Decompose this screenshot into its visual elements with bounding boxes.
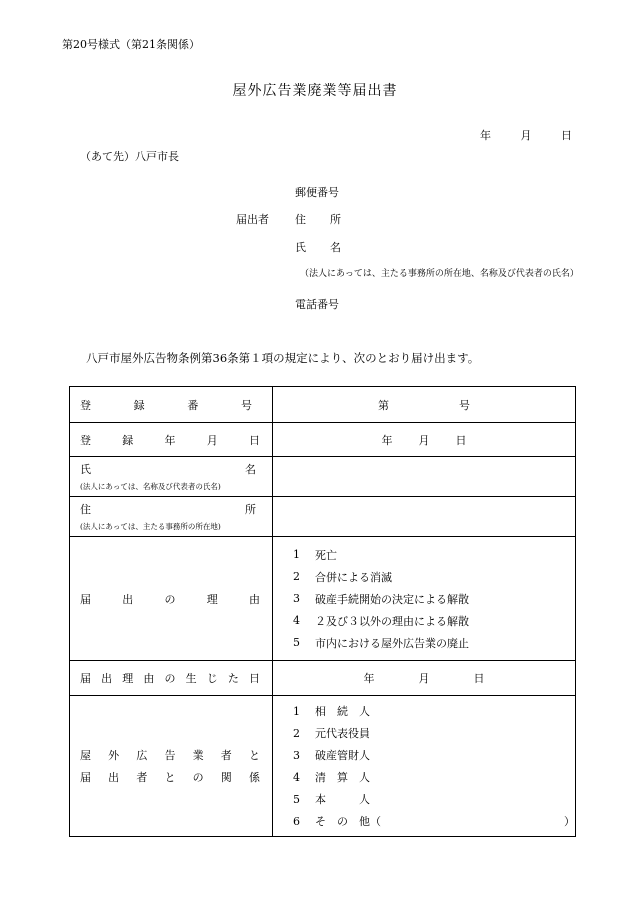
- option-number: 2: [293, 570, 300, 583]
- month-label: 月: [418, 433, 430, 447]
- char: 由: [143, 672, 155, 685]
- char: 登: [80, 433, 91, 447]
- corporate-note: （法人にあっては、主たる事務所の所在地、名称及び代表者の氏名）: [300, 269, 579, 279]
- char: 氏: [80, 463, 91, 476]
- char: 録: [122, 433, 134, 447]
- table-row: [70, 497, 576, 537]
- submission-date: [480, 127, 572, 143]
- address-note: (法人にあっては、主たる事務所の所在地): [80, 522, 221, 531]
- year-label: 年: [480, 129, 491, 142]
- char: 日: [249, 433, 260, 447]
- char: 外: [108, 749, 120, 762]
- relation-label: [70, 696, 273, 837]
- char: 番: [187, 398, 199, 412]
- option-number: 4: [293, 770, 300, 784]
- go-label: 号: [459, 398, 470, 412]
- relation-option-other[interactable]: [273, 810, 575, 832]
- reason-option[interactable]: [273, 632, 575, 654]
- address-label: [70, 497, 273, 537]
- reg-date-label: [70, 423, 273, 457]
- relation-option[interactable]: [273, 722, 575, 744]
- form-number: 第20号様式（第21条関係）: [62, 38, 200, 51]
- year-label: 年: [381, 433, 393, 447]
- notifier-label: 届出者: [236, 213, 269, 226]
- option-text: 合併による消滅: [315, 570, 392, 584]
- reason-date-label: [70, 661, 273, 696]
- table-row: [70, 696, 576, 837]
- reg-number-label: [70, 387, 273, 423]
- relation-option[interactable]: [273, 700, 575, 722]
- relation-option[interactable]: [273, 766, 575, 788]
- option-number: 5: [293, 636, 300, 649]
- table-row: [70, 387, 576, 423]
- char: 生: [185, 672, 197, 685]
- relation-option[interactable]: [273, 744, 575, 766]
- char: 出: [101, 672, 113, 685]
- year-label: 年: [363, 672, 375, 685]
- paren-close: ）: [564, 815, 575, 828]
- reason-option[interactable]: [273, 566, 575, 588]
- char: 出: [122, 592, 134, 606]
- char: 告: [164, 749, 176, 762]
- option-number: 4: [293, 614, 300, 627]
- char: 住: [80, 503, 91, 516]
- reason-label: [70, 537, 273, 661]
- option-text: 元代表役員: [315, 727, 370, 740]
- name-label: [70, 457, 273, 497]
- char: 者: [136, 771, 148, 784]
- char: 理: [122, 672, 134, 685]
- char: 広: [136, 749, 148, 762]
- applicant-address-label: 住所: [295, 213, 365, 226]
- relation-options: [273, 696, 576, 837]
- char: た: [227, 672, 239, 685]
- name-value[interactable]: [273, 457, 576, 497]
- option-number: 2: [293, 726, 300, 740]
- reason-date-value[interactable]: [273, 661, 576, 696]
- char: 出: [108, 771, 120, 784]
- day-label: 日: [473, 672, 485, 685]
- char: 屋: [80, 749, 91, 762]
- char: 理: [206, 592, 218, 606]
- relation-option[interactable]: [273, 788, 575, 810]
- reg-date-value[interactable]: [273, 423, 576, 457]
- char: 録: [133, 398, 145, 412]
- char: 由: [249, 592, 260, 606]
- lead-text: 八戸市屋外広告物条例第36条第１項の規定により、次のとおり届け出ます。: [86, 351, 480, 365]
- addressee: （あて先）八戸市長: [80, 150, 179, 163]
- option-text: 清 算 人: [315, 771, 370, 784]
- option-text: 死亡: [315, 548, 337, 562]
- address-value[interactable]: [273, 497, 576, 537]
- table-row: [70, 537, 576, 661]
- name-note: (法人にあっては、名称及び代表者の氏名): [80, 482, 221, 491]
- char: と: [248, 749, 260, 762]
- char: の: [164, 672, 176, 685]
- table-row: [70, 423, 576, 457]
- char: 日: [249, 672, 260, 685]
- day-label: 日: [455, 433, 467, 447]
- char: 号: [240, 398, 252, 412]
- notification-table: [69, 386, 576, 837]
- option-text: 破産手続開始の決定による解散: [315, 592, 469, 606]
- phone-label: 電話番号: [295, 298, 339, 311]
- char: 年: [164, 433, 176, 447]
- option-number: 3: [293, 748, 300, 762]
- reason-option[interactable]: [273, 588, 575, 610]
- option-text: 破産管財人: [315, 749, 370, 762]
- char: 名: [245, 463, 256, 476]
- reason-option[interactable]: [273, 544, 575, 566]
- reg-number-value[interactable]: [273, 387, 576, 423]
- option-text: 本 人: [315, 793, 370, 806]
- option-text: 相 続 人: [315, 705, 370, 718]
- char: 届: [80, 592, 91, 606]
- option-text: ２及び３以外の理由による解散: [315, 614, 469, 628]
- option-text: 市内における屋外広告業の廃止: [315, 636, 469, 650]
- option-number: 1: [293, 548, 300, 561]
- option-number: 3: [293, 592, 300, 605]
- char: の: [164, 592, 176, 606]
- char: 月: [206, 433, 218, 447]
- dai-label: 第: [378, 398, 389, 412]
- month-label: 月: [418, 672, 430, 685]
- option-number: 1: [293, 704, 300, 718]
- table-row: [70, 457, 576, 497]
- char: 係: [248, 771, 260, 784]
- day-label: 日: [561, 129, 572, 142]
- char: 者: [220, 749, 232, 762]
- month-label: 月: [520, 129, 532, 142]
- char: 所: [245, 503, 256, 516]
- char: 関: [220, 771, 232, 784]
- applicant-name-label: 氏名: [295, 241, 365, 254]
- postal-code-label: 郵便番号: [295, 186, 339, 199]
- char: の: [192, 771, 204, 784]
- option-text: そ の 他（: [315, 815, 381, 828]
- table-row: [70, 661, 576, 696]
- char: 届: [80, 771, 91, 784]
- char: 届: [80, 672, 91, 685]
- form-title: 屋外広告業廃業等届出書: [232, 83, 398, 99]
- option-number: 5: [293, 792, 300, 806]
- char: 業: [192, 749, 204, 762]
- char: と: [164, 771, 176, 784]
- reason-option[interactable]: [273, 610, 575, 632]
- char: じ: [206, 672, 218, 685]
- option-number: 6: [293, 814, 300, 828]
- reason-options: [273, 537, 576, 661]
- char: 登: [80, 398, 91, 412]
